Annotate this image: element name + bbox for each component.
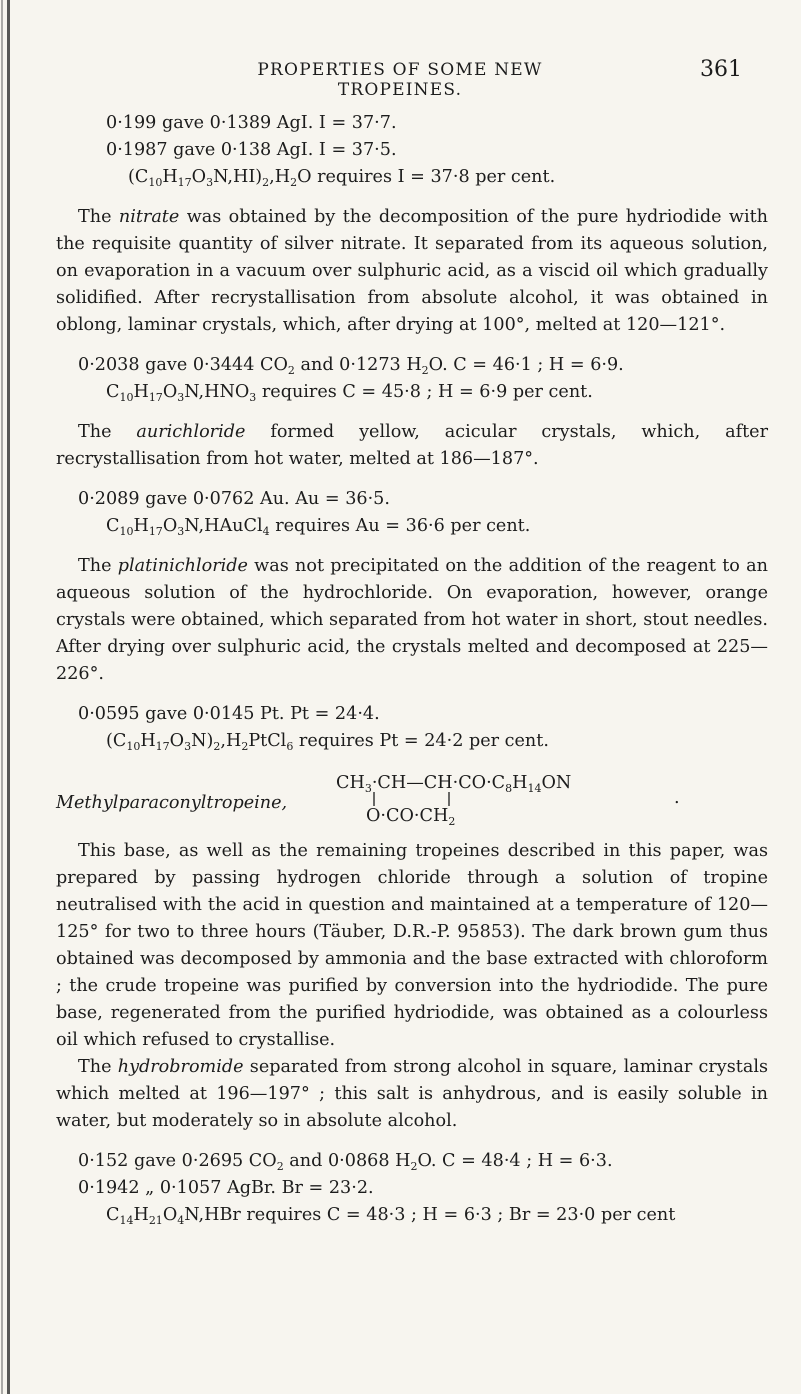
term-nitrate: nitrate [118,207,180,227]
page-edge-binding [7,0,10,1394]
analysis-line: 0·2089 gave 0·0762 Au. Au = 36·5. [78,489,390,509]
term-platinichloride: platinichloride [117,556,248,576]
requires-line: $C_{10}H_{17}O_3N,HNO_3$ requires C = 45·8 ; H = 6·9 per cent. [106,382,593,404]
analysis-line: 0·152 gave 0·2695 $CO_2$ and 0·0868 $H_2O$. C = 48·4 ; H = 6·3. [78,1151,613,1173]
requires-line: $(C_{10}H_{17}O_3N)_2,H_2PtCl_6$ requires Pt = 24·2 per cent. [106,731,549,753]
structural-formula [56,768,768,832]
analysis-line: 0·1942 „ 0·1057 AgBr. Br = 23·2. [78,1178,374,1198]
formula-period: . [674,788,680,808]
compound-name: Methylparaconyltropeine, [56,793,288,813]
requires-line: $C_{10}H_{17}O_3N,HAuCl_4$ requires Au = 36·6 per cent. [106,516,531,538]
base-paragraph: This base, as well as the remaining tropeines described in this paper, was prepared by passing hydrogen chloride through a solution of tropine neutralised with the acid in question and maintained at a temperature of 120—125° for two to three hours (Täuber, D.R.-P. 95853). The dark brown gum thus obtained was decomposed by ammonia and the base extracted with chloroform ; the crude tropeine was purified by conversion into the hydriodide. The pure base, regenerated from the purified hydriodide, was obtained as a colourless oil which refused to crystallise. [56,841,768,1050]
running-header [0,57,801,100]
structure-diagram [336,770,736,830]
hydrobromide-paragraph: The hydrobromide separated from strong alcohol in square, laminar crystals which melted at 196—197° ; this salt is anhydrous, and is easily soluble in water, but moderately so in absolute alcohol. [56,1057,768,1131]
term-aurichloride: aurichloride [136,422,246,442]
page-number: 361 [700,57,742,82]
nitrate-paragraph: The nitrate was obtained by the decomposition of the pure hydriodide with the requisite quantity of silver nitrate. It separated from its aqueous solution, on evaporation in a vacuum over sulphuric acid, as a viscid oil which gradually solidified. After recrystallisation from absolute alcohol, it was obtained in oblong, laminar crystals, which, after drying at 100°, melted at 120—121°. [56,207,768,335]
requires-line: $C_{14}H_{21}O_4N,HBr$ requires C = 48·3 ; H = 6·3 ; Br = 23·0 per cent [106,1205,676,1227]
structure-top-row: $CH_3\cdot CH—CH\cdot CO\cdot C_8H_{14}ON$ [336,773,572,795]
running-title: PROPERTIES OF SOME NEW TROPEINES. [257,60,543,100]
requires-line: $(C_{10}H_{17}O_3N,HI)_2,H_2O$ requires I = 37·8 per cent. [128,167,556,189]
platinichloride-paragraph: The platinichloride was not precipitated on the addition of the reagent to an aqueous solution of the hydrochloride. On evaporation, however, orange crystals were obtained, which separated from hot water in short, stout needles. After drying over sulphuric acid, the crystals melted and decomposed at 225—226°. [56,556,768,684]
analysis-line: 0·199 gave 0·1389 AgI. I = 37·7. [106,113,397,133]
aurichloride-paragraph: The aurichloride formed yellow, acicular crystals, which, after recrystallisation from hot water, melted at 186—187°. [56,422,768,469]
term-hydrobromide: hydrobromide [117,1057,244,1077]
analysis-line: 0·0595 gave 0·0145 Pt. Pt = 24·4. [78,704,380,724]
page-edge-shadow [1,0,3,1394]
analysis-line: 0·2038 gave 0·3444 $CO_2$ and 0·1273 $H_2O$. C = 46·1 ; H = 6·9. [78,355,624,377]
analysis-line: 0·1987 gave 0·138 AgI. I = 37·5. [106,140,397,160]
structure-bottom-row: $O\cdot CO\cdot CH_2$ [366,806,456,828]
body-text [56,110,768,1229]
